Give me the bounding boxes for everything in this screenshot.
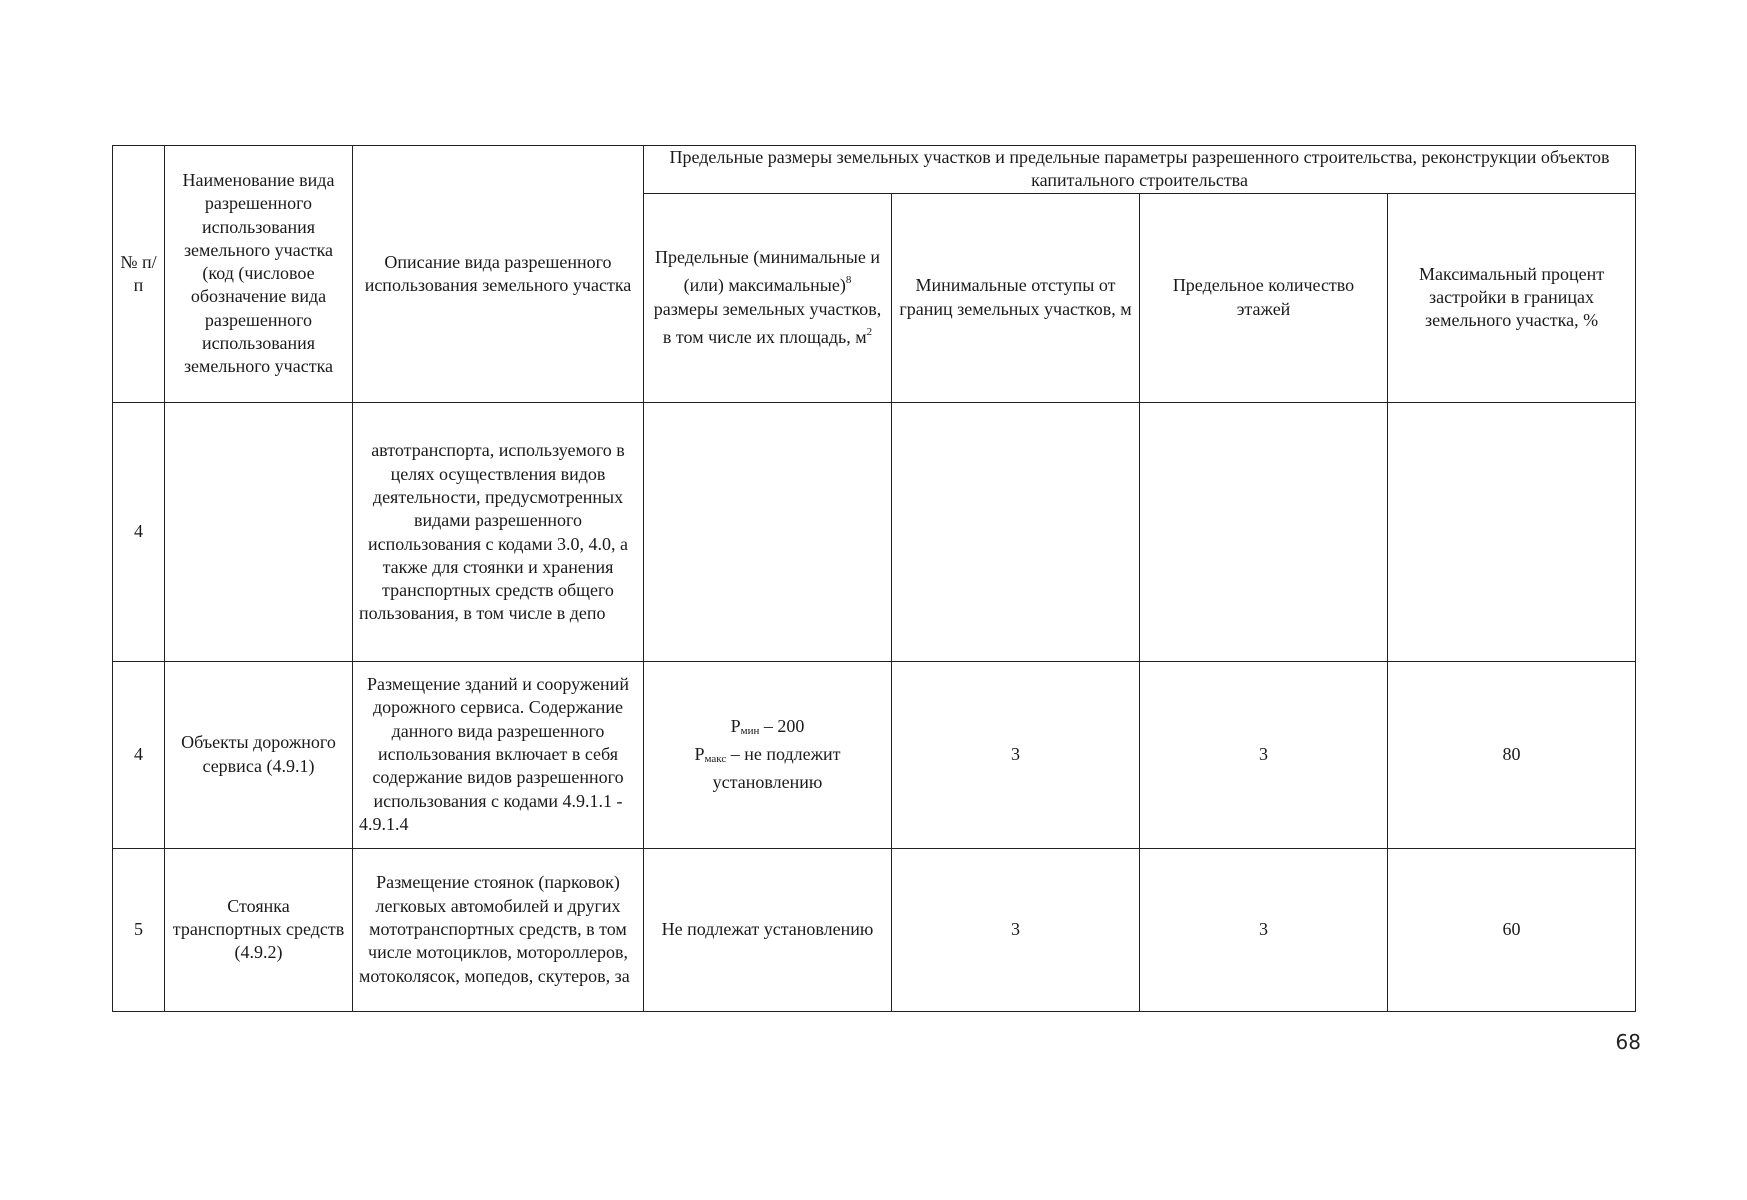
row-sizes bbox=[644, 661, 892, 848]
row-floors: 3 bbox=[1140, 661, 1388, 848]
size-min-line bbox=[650, 715, 885, 743]
row-sizes: Не подлежат установлению bbox=[644, 848, 892, 1011]
row-sizes bbox=[644, 402, 892, 661]
row-num: 4 bbox=[113, 402, 165, 661]
row-num: 5 bbox=[113, 848, 165, 1011]
table-row bbox=[113, 402, 1636, 661]
header-sizes-footnote: 8 bbox=[845, 274, 852, 287]
row-name bbox=[165, 402, 353, 661]
row-setbacks bbox=[892, 402, 1140, 661]
size-min-symbol: Р bbox=[730, 715, 741, 736]
header-sizes-pre: Предельные (минимальные и (или) максимальные) bbox=[654, 247, 881, 296]
header-floors: Предельное количество этажей bbox=[1140, 193, 1388, 402]
row-description: автотранспорта, используемого в целях осуществления видов деятельности, предусмотренных видами разрешенного использования с кодами 3.0, 4.0, а также для стоянки и хранения транспортных средств общего пользования, в том числе в депо bbox=[353, 402, 644, 661]
header-name: Наименование вида разрешенного использования земельного участка (код (числовое обозначение вида разрешенного использования земельного участка bbox=[165, 146, 353, 403]
land-use-table bbox=[112, 145, 1636, 1012]
header-description: Описание вида разрешенного использования земельного участка bbox=[353, 146, 644, 403]
size-max-value: – не подлежит установлению bbox=[712, 743, 841, 793]
size-max-subscript: макс bbox=[704, 752, 727, 765]
header-setbacks: Минимальные отступы от границ земельных участков, м bbox=[892, 193, 1140, 402]
size-max-line bbox=[650, 743, 885, 795]
page-number: 68 bbox=[1615, 1030, 1641, 1054]
row-description: Размещение зданий и сооружений дорожного сервиса. Содержание данного вида разрешенного использования включает в себя содержание видов разрешенного использования с кодами 4.9.1.1 - 4.9.1.4 bbox=[353, 661, 644, 848]
row-coverage bbox=[1388, 402, 1636, 661]
header-sizes-post: размеры земельных участков, в том числе их площадь, м bbox=[653, 298, 882, 347]
header-sizes bbox=[644, 193, 892, 402]
size-max-symbol: Р bbox=[694, 743, 705, 764]
row-floors bbox=[1140, 402, 1388, 661]
header-row-top bbox=[113, 146, 1636, 194]
header-group: Предельные размеры земельных участков и предельные параметры разрешенного строительства, реконструкции объектов капитального строительства bbox=[644, 146, 1636, 194]
row-num: 4 bbox=[113, 661, 165, 848]
row-name: Объекты дорожного сервиса (4.9.1) bbox=[165, 661, 353, 848]
header-sizes-unit-sup: 2 bbox=[866, 325, 873, 338]
header-num: № п/п bbox=[113, 146, 165, 403]
row-coverage: 80 bbox=[1388, 661, 1636, 848]
row-floors: 3 bbox=[1140, 848, 1388, 1011]
row-name: Стоянка транспортных средств (4.9.2) bbox=[165, 848, 353, 1011]
size-min-subscript: мин bbox=[740, 724, 760, 737]
size-min-value: – 200 bbox=[759, 715, 805, 736]
row-setbacks: 3 bbox=[892, 661, 1140, 848]
table-row bbox=[113, 848, 1636, 1011]
row-setbacks: 3 bbox=[892, 848, 1140, 1011]
row-description: Размещение стоянок (парковок) легковых автомобилей и других мототранспортных средств, в том числе мотоциклов, мотороллеров, мотоколясок, мопедов, скутеров, за bbox=[353, 848, 644, 1011]
header-coverage: Максимальный процент застройки в границах земельного участка, % bbox=[1388, 193, 1636, 402]
row-coverage: 60 bbox=[1388, 848, 1636, 1011]
table-row bbox=[113, 661, 1636, 848]
